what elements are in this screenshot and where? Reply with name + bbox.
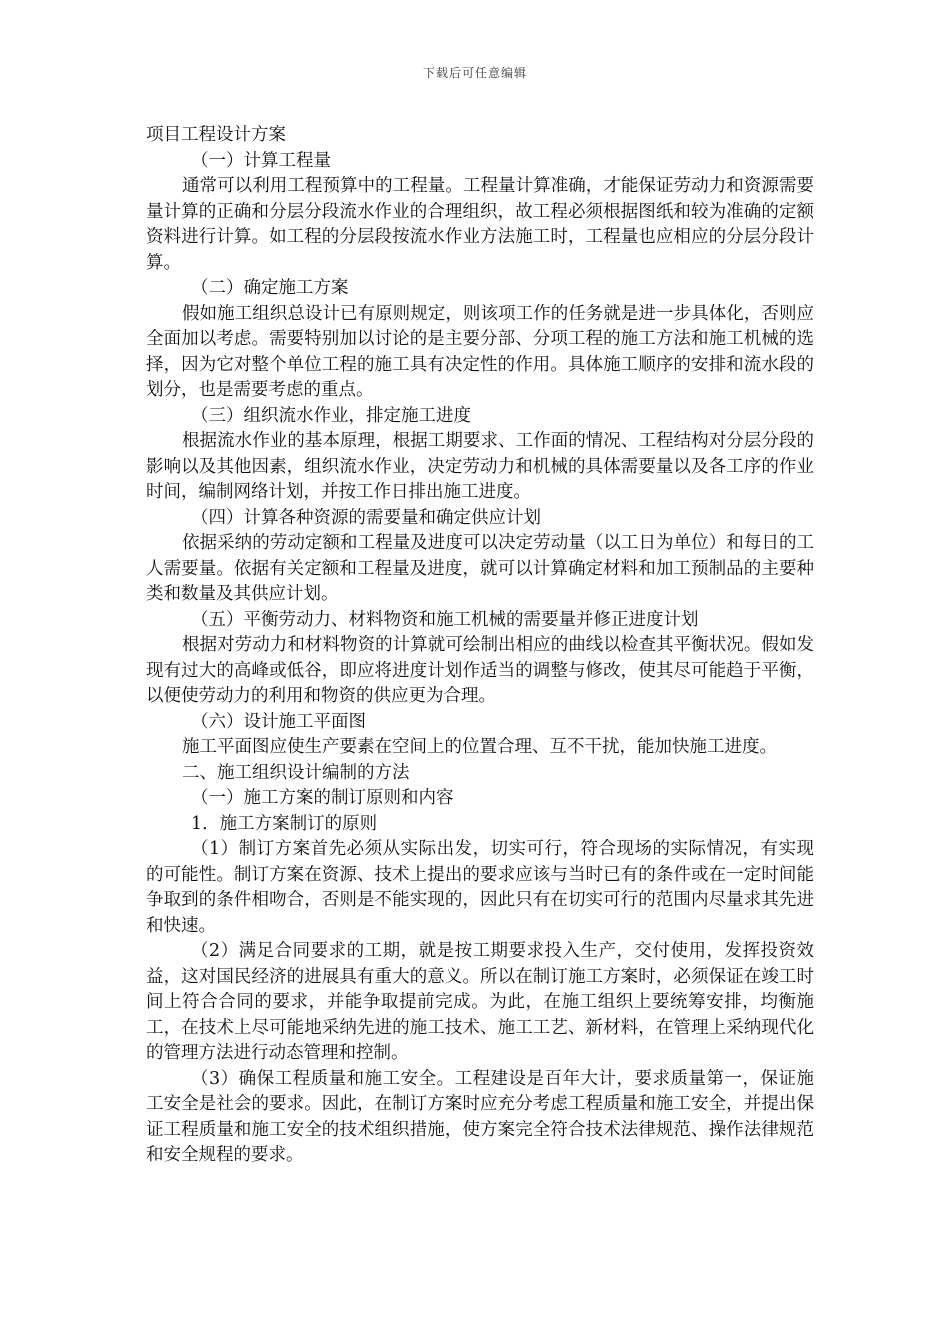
section-heading-flow-operation: （三）组织流水作业，排定施工进度 bbox=[191, 405, 471, 426]
paragraph-flow-operation: 根据流水作业的基本原理，根据工期要求、工作面的情况、工程结构对分层分段的影响以及其他因素，组织流水作业，决定劳动力和机械的具体需要量以及各工序的作业时间，编制网络计划，并按工作日排出施工进度。 bbox=[146, 431, 814, 502]
section-heading-calc-quantity: （一）计算工程量 bbox=[191, 150, 331, 171]
section-heading-site-plan: （六）设计施工平面图 bbox=[191, 711, 366, 732]
paragraph-resources: 依据采纳的劳动定额和工程量及进度可以决定劳动量（以工日为单位）和每日的工人需要量。依据有关定额和工程量及进度，就可以计算确定材料和加工预制品的主要种类和数量及其供应计划。 bbox=[146, 533, 814, 604]
subsection-heading-principles: 1．施工方案制订的原则 bbox=[191, 813, 378, 834]
paragraph-balance: 根据对劳动力和材料物资的计算就可绘制出相应的曲线以检查其平衡状况。假如发现有过大的高峰或低谷，即应将进度计划作适当的调整与修改，使其尽可能趋于平衡，以便使劳动力的利用和物资的供应更为合理。 bbox=[146, 635, 814, 706]
list-item-principle-2: （2）满足合同要求的工期，就是按工期要求投入生产，交付使用，发挥投资效益，这对国民经济的进展具有重大的意义。所以在制订施工方案时，必须保证在竣工时间上符合合同的要求，并能争取提前完成。为此，在施工组织上要统筹安排，均衡施工，在技术上尽可能地采纳先进的施工技术、施工工艺、新材料，在管理上采纳现代化的管理方法进行动态管理和控制。 bbox=[146, 941, 814, 1063]
section-heading-principles-content: （一）施工方案的制订原则和内容 bbox=[191, 788, 454, 808]
chapter-heading-methods: 二、施工组织设计编制的方法 bbox=[182, 762, 410, 783]
paragraph-construction-plan: 假如施工组织总设计已有原则规定，则该项工作的任务就是进一步具体化，否则应全面加以考虑。需要特别加以讨论的是主要分部、分项工程的施工方法和施工机械的选择，因为它对整个单位工程的施工具有决定性的作用。具体施工顺序的安排和流水段的划分，也是需要考虑的重点。 bbox=[146, 303, 814, 400]
list-item-principle-3: （3）确保工程质量和施工安全。工程建设是百年大计，要求质量第一，保证施工安全是社会的要求。因此，在制订方案时应充分考虑工程质量和施工安全，并提出保证工程质量和施工安全的技术组织措施，使方案完全符合技术法律规范、操作法律规范和安全规程的要求。 bbox=[146, 1068, 814, 1165]
list-item-principle-1: （1）制订方案首先必须从实际出发，切实可行，符合现场的实际情况，有实现的可能性。制订方案在资源、技术上提出的要求应该与当时已有的条件或在一定时间能争取到的条件相吻合，否则是不能实现的，因此只有在切实可行的范围内尽量求其先进和快速。 bbox=[146, 839, 814, 936]
section-heading-balance: （五）平衡劳动力、材料物资和施工机械的需要量并修正进度计划 bbox=[191, 609, 699, 630]
document-body bbox=[146, 123, 814, 1169]
page-header-note: 下载后可任意编辑 bbox=[422, 66, 527, 80]
section-heading-resources: （四）计算各种资源的需要量和确定供应计划 bbox=[191, 507, 541, 528]
section-heading-construction-plan: （二）确定施工方案 bbox=[191, 278, 349, 298]
paragraph-calc-quantity: 通常可以利用工程预算中的工程量。工程量计算准确，才能保证劳动力和资源需要量计算的正确和分层分段流水作业的合理组织，故工程必须根据图纸和较为准确的定额资料进行计算。如工程的分层段按流水作业方法施工时，工程量也应相应的分层分段计算。 bbox=[146, 176, 814, 273]
document-title: 项目工程设计方案 bbox=[146, 125, 286, 145]
paragraph-site-plan: 施工平面图应使生产要素在空间上的位置合理、互不干扰，能加快施工进度。 bbox=[182, 737, 777, 757]
